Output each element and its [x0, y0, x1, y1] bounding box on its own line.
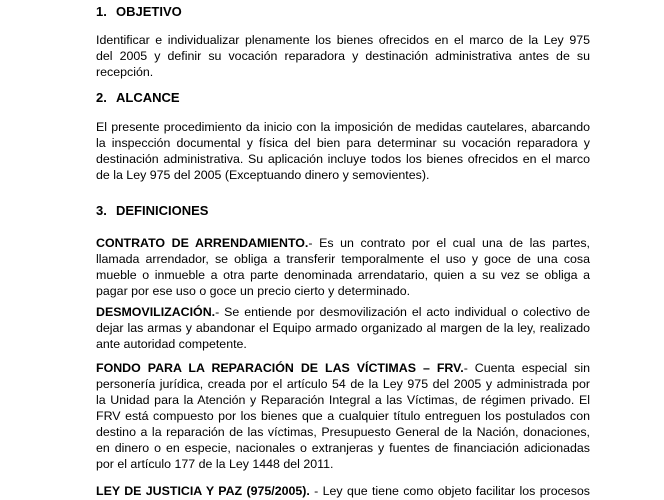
section-heading-alcance — [96, 90, 180, 106]
text-line: personería jurídica, creada por el artículo 54 de la Ley 975 del 2005 y administrada por — [96, 377, 590, 391]
definition-term: CONTRATO DE ARRENDAMIENTO. — [96, 236, 309, 250]
alcance-paragraph — [96, 119, 590, 183]
text-line — [96, 304, 590, 320]
text-line: ante autoridad competente. — [96, 337, 247, 351]
text-line: por el artículo 177 de la Ley 1448 del 2011. — [96, 457, 334, 471]
section-heading-objetivo — [96, 4, 182, 20]
definition-text: - Cuenta especial sin — [463, 361, 591, 375]
definition-desmovilizacion — [96, 304, 590, 352]
text-line: Identificar e individualizar plenamente los bienes ofrecidos en el marco de la Ley 975 — [96, 33, 590, 47]
text-line: la Unidad para la Atención y Reparación Integral a las Víctimas, de régimen privado. El — [96, 393, 590, 407]
text-line: mueble o inmueble a otra parte denominada arrendatario, quien a su vez se obliga a — [96, 268, 590, 282]
definition-text: - Se entiende por desmovilización el acto individual o colectivo de — [215, 305, 590, 319]
section-number: 1. — [96, 4, 107, 19]
text-line — [96, 483, 590, 499]
definition-term: LEY DE JUSTICIA Y PAZ (975/2005). — [96, 484, 310, 498]
definition-text: - Ley que tiene como objeto facilitar los procesos — [309, 484, 590, 498]
text-line: destinación administrativa. Su aplicación incluye todos los bienes ofrecidos en el marco — [96, 152, 590, 166]
definition-term: FONDO PARA LA REPARACIÓN DE LAS VÍCTIMAS – FRV. — [96, 361, 464, 375]
objetivo-paragraph — [96, 32, 590, 80]
text-line: de la Ley 975 del 2005 (Exceptuando dinero y semovientes). — [96, 168, 430, 182]
definition-contrato-arrendamiento — [96, 235, 590, 299]
text-line: del 2005 y definir su vocación reparadora y destinación administrativa antes de su — [96, 49, 590, 63]
definition-text: - Es un contrato por el cual una de las partes, — [308, 236, 590, 250]
section-title: DEFINICIONES — [116, 203, 209, 218]
text-line: FRV está compuesto por los bienes que a cualquier título entreguen los postulados con — [96, 409, 590, 423]
text-line: pagar por ese uso o goce un precio cierto y determinado. — [96, 284, 411, 298]
section-heading-definiciones — [96, 203, 208, 219]
section-number: 2. — [96, 90, 107, 105]
section-title: ALCANCE — [116, 90, 180, 105]
text-line — [96, 360, 590, 376]
definition-term: DESMOVILIZACIÓN. — [96, 305, 216, 319]
section-number: 3. — [96, 203, 107, 218]
text-line — [96, 235, 590, 251]
text-line: en dinero o en especie, nacionales o extranjeras y fuentes de financiación adicionadas — [96, 441, 590, 455]
text-line: dejar las armas y abandonar el Equipo armado organizado al margen de la ley, realizado — [96, 321, 590, 335]
text-line: destino a la reparación de las víctimas, Presupuesto General de la Nación, donaciones, — [96, 425, 590, 439]
text-line: recepción. — [96, 65, 154, 79]
text-line: El presente procedimiento da inicio con la imposición de medidas cautelares, abarcando — [96, 120, 590, 134]
definition-ley-justicia-paz — [96, 483, 590, 499]
text-line: la inspección documental y física del bien para determinar su vocación reparadora y — [96, 136, 590, 150]
definition-fondo-reparacion — [96, 360, 590, 472]
section-title: OBJETIVO — [116, 4, 182, 19]
text-line: llamada arrendador, se obliga a transferir temporalmente el uso y goce de una cosa — [96, 252, 590, 266]
